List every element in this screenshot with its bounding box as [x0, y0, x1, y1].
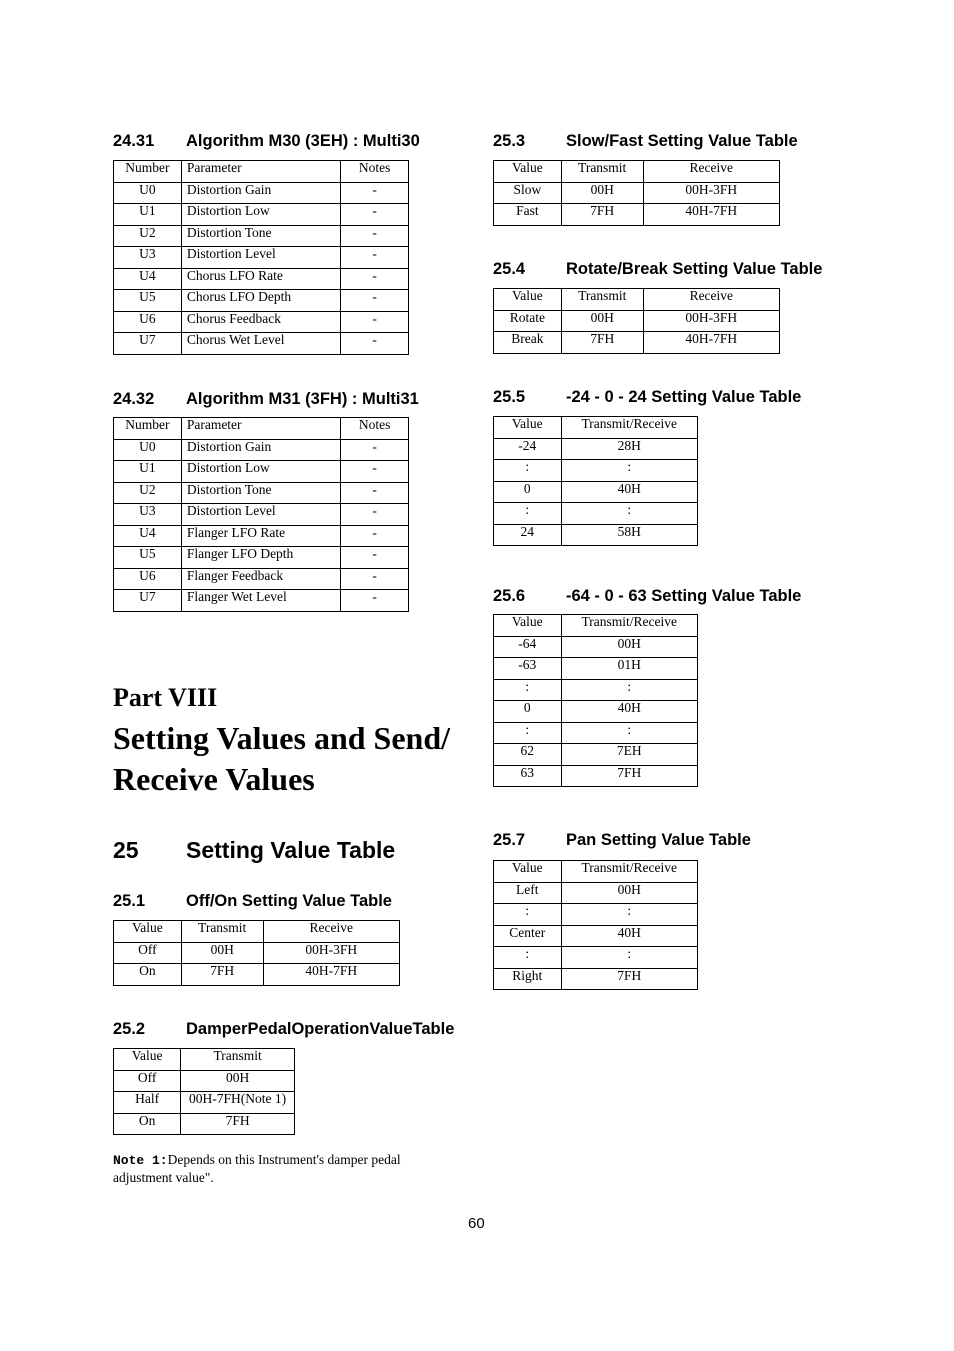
cell-notes: -: [341, 439, 409, 461]
cell-parameter: Distortion Low: [181, 204, 340, 226]
cell-value: Left: [494, 882, 562, 904]
section-number: 25.6: [493, 587, 526, 605]
table-row: [494, 744, 698, 766]
cell-notes: -: [341, 590, 409, 612]
cell-parameter: Chorus Feedback: [181, 311, 340, 333]
cell-transmit-receive: 01H: [561, 658, 697, 680]
part-label: Part VIII: [113, 683, 218, 712]
col-value: Value: [494, 861, 562, 883]
cell-number: U6: [114, 568, 182, 590]
col-notes: Notes: [341, 161, 409, 183]
table-row: [494, 524, 698, 546]
col-receive: Receive: [643, 161, 779, 183]
cell-number: U5: [114, 290, 182, 312]
col-transmit-receive: Transmit/Receive: [561, 861, 697, 883]
cell-value: 62: [494, 744, 562, 766]
section-number: 25.4: [493, 260, 526, 278]
table-row: [494, 438, 698, 460]
cell-parameter: Distortion Low: [181, 461, 340, 483]
cell-transmit-receive: 7EH: [561, 744, 697, 766]
cell-transmit-receive: :: [561, 947, 697, 969]
table-row: [494, 947, 698, 969]
cell-number: U1: [114, 204, 182, 226]
cell-value: -24: [494, 438, 562, 460]
cell-parameter: Distortion Tone: [181, 225, 340, 247]
heading-25-4: [493, 260, 822, 279]
cell-notes: -: [341, 568, 409, 590]
table-row: [494, 204, 780, 226]
cell-number: U1: [114, 461, 182, 483]
table-row: [114, 461, 409, 483]
cell-number: U2: [114, 482, 182, 504]
table-row: [114, 1070, 295, 1092]
col-value: Value: [494, 615, 562, 637]
cell-number: U0: [114, 182, 182, 204]
cell-value: Rotate: [494, 310, 562, 332]
col-value: Value: [494, 161, 562, 183]
table-row: [494, 636, 698, 658]
section-title: DamperPedalOperationValueTable: [186, 1020, 455, 1038]
cell-transmit: 7FH: [181, 1113, 295, 1135]
cell-transmit-receive: :: [561, 722, 697, 744]
cell-value: Fast: [494, 204, 562, 226]
cell-value: Off: [114, 942, 182, 964]
cell-transmit-receive: :: [561, 503, 697, 525]
cell-number: U6: [114, 311, 182, 333]
cell-notes: -: [341, 290, 409, 312]
col-transmit-receive: Transmit/Receive: [561, 615, 697, 637]
table-row: [494, 460, 698, 482]
section-title: -24 - 0 - 24 Setting Value Table: [566, 388, 802, 406]
col-transmit: Transmit: [181, 921, 263, 943]
cell-number: U5: [114, 547, 182, 569]
table-row: [494, 332, 780, 354]
heading-25-6: [493, 587, 801, 606]
cell-transmit-receive: 28H: [561, 438, 697, 460]
cell-receive: 00H-3FH: [263, 942, 399, 964]
col-number: Number: [114, 418, 182, 440]
cell-value: :: [494, 460, 562, 482]
table-rotate-break: [493, 288, 780, 354]
section-title: -64 - 0 - 63 Setting Value Table: [566, 587, 802, 605]
table-header-row: [494, 861, 698, 883]
note-1: [113, 1151, 443, 1186]
section-title: Algorithm M30 (3EH) : Multi30: [186, 132, 420, 150]
cell-parameter: Distortion Gain: [181, 182, 340, 204]
col-parameter: Parameter: [181, 161, 340, 183]
cell-parameter: Distortion Level: [181, 504, 340, 526]
table-damper: [113, 1048, 295, 1135]
cell-transmit-receive: 00H: [561, 882, 697, 904]
cell-notes: -: [341, 311, 409, 333]
cell-parameter: Flanger Feedback: [181, 568, 340, 590]
heading-25-7: [493, 831, 751, 850]
heading-25: [113, 837, 395, 864]
table-m31: [113, 417, 409, 612]
section-title: Setting Value Table: [186, 837, 396, 863]
col-notes: Notes: [341, 418, 409, 440]
section-title: Algorithm M31 (3FH) : Multi31: [186, 390, 419, 408]
cell-transmit: 00H: [181, 942, 263, 964]
cell-parameter: Chorus Wet Level: [181, 333, 340, 355]
table-row: [114, 964, 400, 986]
table-header-row: [114, 921, 400, 943]
cell-receive: 40H-7FH: [643, 332, 779, 354]
cell-number: U2: [114, 225, 182, 247]
cell-parameter: Chorus LFO Rate: [181, 268, 340, 290]
cell-notes: -: [341, 204, 409, 226]
cell-value: On: [114, 1113, 181, 1135]
table-row: [114, 482, 409, 504]
cell-transmit: 00H: [561, 182, 643, 204]
table-header-row: [494, 161, 780, 183]
table-slow-fast: [493, 160, 780, 226]
table-row: [494, 310, 780, 332]
col-transmit: Transmit: [181, 1049, 295, 1071]
cell-value: :: [494, 503, 562, 525]
cell-value: Center: [494, 925, 562, 947]
table-row: [494, 765, 698, 787]
cell-transmit: 7FH: [181, 964, 263, 986]
section-title: Slow/Fast Setting Value Table: [566, 132, 798, 150]
table-row: [494, 904, 698, 926]
heading-25-2: [113, 1020, 454, 1039]
cell-number: U4: [114, 525, 182, 547]
table-row: [494, 968, 698, 990]
table-row: [114, 268, 409, 290]
cell-transmit-receive: 40H: [561, 481, 697, 503]
cell-notes: -: [341, 482, 409, 504]
table-row: [114, 504, 409, 526]
table-row: [494, 679, 698, 701]
table-row: [114, 311, 409, 333]
cell-value: :: [494, 904, 562, 926]
table-row: [114, 204, 409, 226]
cell-transmit-receive: 7FH: [561, 968, 697, 990]
table-pan: [493, 860, 698, 990]
cell-value: Slow: [494, 182, 562, 204]
col-parameter: Parameter: [181, 418, 340, 440]
table-range-24: [493, 416, 698, 546]
table-header-row: [114, 161, 409, 183]
cell-notes: -: [341, 225, 409, 247]
cell-parameter: Flanger Wet Level: [181, 590, 340, 612]
section-number: 25.5: [493, 388, 526, 406]
table-row: [114, 568, 409, 590]
cell-number: U0: [114, 439, 182, 461]
table-header-row: [494, 417, 698, 439]
col-value: Value: [494, 417, 562, 439]
section-number: 24.32: [113, 390, 155, 408]
cell-value: -63: [494, 658, 562, 680]
cell-transmit-receive: :: [561, 679, 697, 701]
section-title: Off/On Setting Value Table: [186, 892, 392, 910]
table-row: [114, 290, 409, 312]
heading-24-32: [113, 390, 419, 409]
cell-value: Right: [494, 968, 562, 990]
table-row: [114, 439, 409, 461]
cell-value: Half: [114, 1092, 181, 1114]
cell-receive: 40H-7FH: [263, 964, 399, 986]
table-row: [494, 701, 698, 723]
section-title: Pan Setting Value Table: [566, 831, 751, 849]
section-number: 25.7: [493, 831, 526, 849]
cell-transmit: 7FH: [561, 332, 643, 354]
cell-transmit-receive: 40H: [561, 925, 697, 947]
table-row: [114, 182, 409, 204]
table-row: [494, 481, 698, 503]
table-m30: [113, 160, 409, 355]
table-range-64: [493, 614, 698, 787]
cell-parameter: Distortion Level: [181, 247, 340, 269]
table-header-row: [494, 615, 698, 637]
col-number: Number: [114, 161, 182, 183]
note-label: Note 1:: [113, 1153, 168, 1168]
section-number: 24.31: [113, 132, 155, 150]
cell-notes: -: [341, 182, 409, 204]
page-number: 60: [468, 1215, 485, 1232]
table-row: [114, 247, 409, 269]
col-value: Value: [494, 289, 562, 311]
cell-transmit: 00H: [181, 1070, 295, 1092]
col-receive: Receive: [643, 289, 779, 311]
cell-receive: 00H-3FH: [643, 310, 779, 332]
table-row: [494, 503, 698, 525]
cell-transmit-receive: :: [561, 904, 697, 926]
table-off-on: [113, 920, 400, 986]
cell-transmit: 7FH: [561, 204, 643, 226]
col-value: Value: [114, 921, 182, 943]
cell-number: U4: [114, 268, 182, 290]
section-number: 25.3: [493, 132, 526, 150]
cell-value: Break: [494, 332, 562, 354]
cell-notes: -: [341, 268, 409, 290]
cell-parameter: Distortion Tone: [181, 482, 340, 504]
table-row: [494, 658, 698, 680]
cell-value: -64: [494, 636, 562, 658]
table-row: [114, 1092, 295, 1114]
cell-transmit-receive: 7FH: [561, 765, 697, 787]
part-title: Setting Values and Send/ Receive Values: [113, 720, 451, 797]
table-row: [494, 882, 698, 904]
table-row: [114, 225, 409, 247]
section-number: 25: [113, 837, 139, 863]
table-header-row: [494, 289, 780, 311]
cell-value: :: [494, 722, 562, 744]
heading-25-1: [113, 892, 392, 911]
cell-value: 63: [494, 765, 562, 787]
table-row: [494, 182, 780, 204]
cell-parameter: Chorus LFO Depth: [181, 290, 340, 312]
table-row: [114, 333, 409, 355]
table-row: [114, 942, 400, 964]
cell-number: U7: [114, 333, 182, 355]
cell-transmit-receive: 58H: [561, 524, 697, 546]
cell-parameter: Flanger LFO Rate: [181, 525, 340, 547]
cell-value: On: [114, 964, 182, 986]
cell-parameter: Distortion Gain: [181, 439, 340, 461]
cell-receive: 00H-3FH: [643, 182, 779, 204]
cell-notes: -: [341, 547, 409, 569]
cell-value: :: [494, 679, 562, 701]
col-transmit: Transmit: [561, 289, 643, 311]
col-transmit-receive: Transmit/Receive: [561, 417, 697, 439]
note-text: Depends on this Instrument's damper pedal adjustment value".: [113, 1152, 401, 1185]
cell-number: U3: [114, 247, 182, 269]
cell-value: 0: [494, 701, 562, 723]
table-row: [114, 525, 409, 547]
cell-notes: -: [341, 461, 409, 483]
cell-value: 0: [494, 481, 562, 503]
table-row: [114, 590, 409, 612]
cell-value: :: [494, 947, 562, 969]
cell-transmit: 00H-7FH(Note 1): [181, 1092, 295, 1114]
cell-value: Off: [114, 1070, 181, 1092]
col-receive: Receive: [263, 921, 399, 943]
cell-value: 24: [494, 524, 562, 546]
heading-24-31: [113, 132, 420, 151]
table-header-row: [114, 418, 409, 440]
table-row: [494, 925, 698, 947]
heading-25-3: [493, 132, 798, 151]
cell-transmit-receive: 00H: [561, 636, 697, 658]
col-value: Value: [114, 1049, 181, 1071]
table-row: [494, 722, 698, 744]
cell-transmit: 00H: [561, 310, 643, 332]
heading-25-5: [493, 388, 801, 407]
section-number: 25.1: [113, 892, 146, 910]
cell-transmit-receive: :: [561, 460, 697, 482]
cell-number: U7: [114, 590, 182, 612]
cell-parameter: Flanger LFO Depth: [181, 547, 340, 569]
table-row: [114, 547, 409, 569]
cell-receive: 40H-7FH: [643, 204, 779, 226]
cell-number: U3: [114, 504, 182, 526]
cell-transmit-receive: 40H: [561, 701, 697, 723]
cell-notes: -: [341, 504, 409, 526]
cell-notes: -: [341, 247, 409, 269]
cell-notes: -: [341, 333, 409, 355]
table-header-row: [114, 1049, 295, 1071]
table-row: [114, 1113, 295, 1135]
section-title: Rotate/Break Setting Value Table: [566, 260, 823, 278]
col-transmit: Transmit: [561, 161, 643, 183]
section-number: 25.2: [113, 1020, 146, 1038]
cell-notes: -: [341, 525, 409, 547]
